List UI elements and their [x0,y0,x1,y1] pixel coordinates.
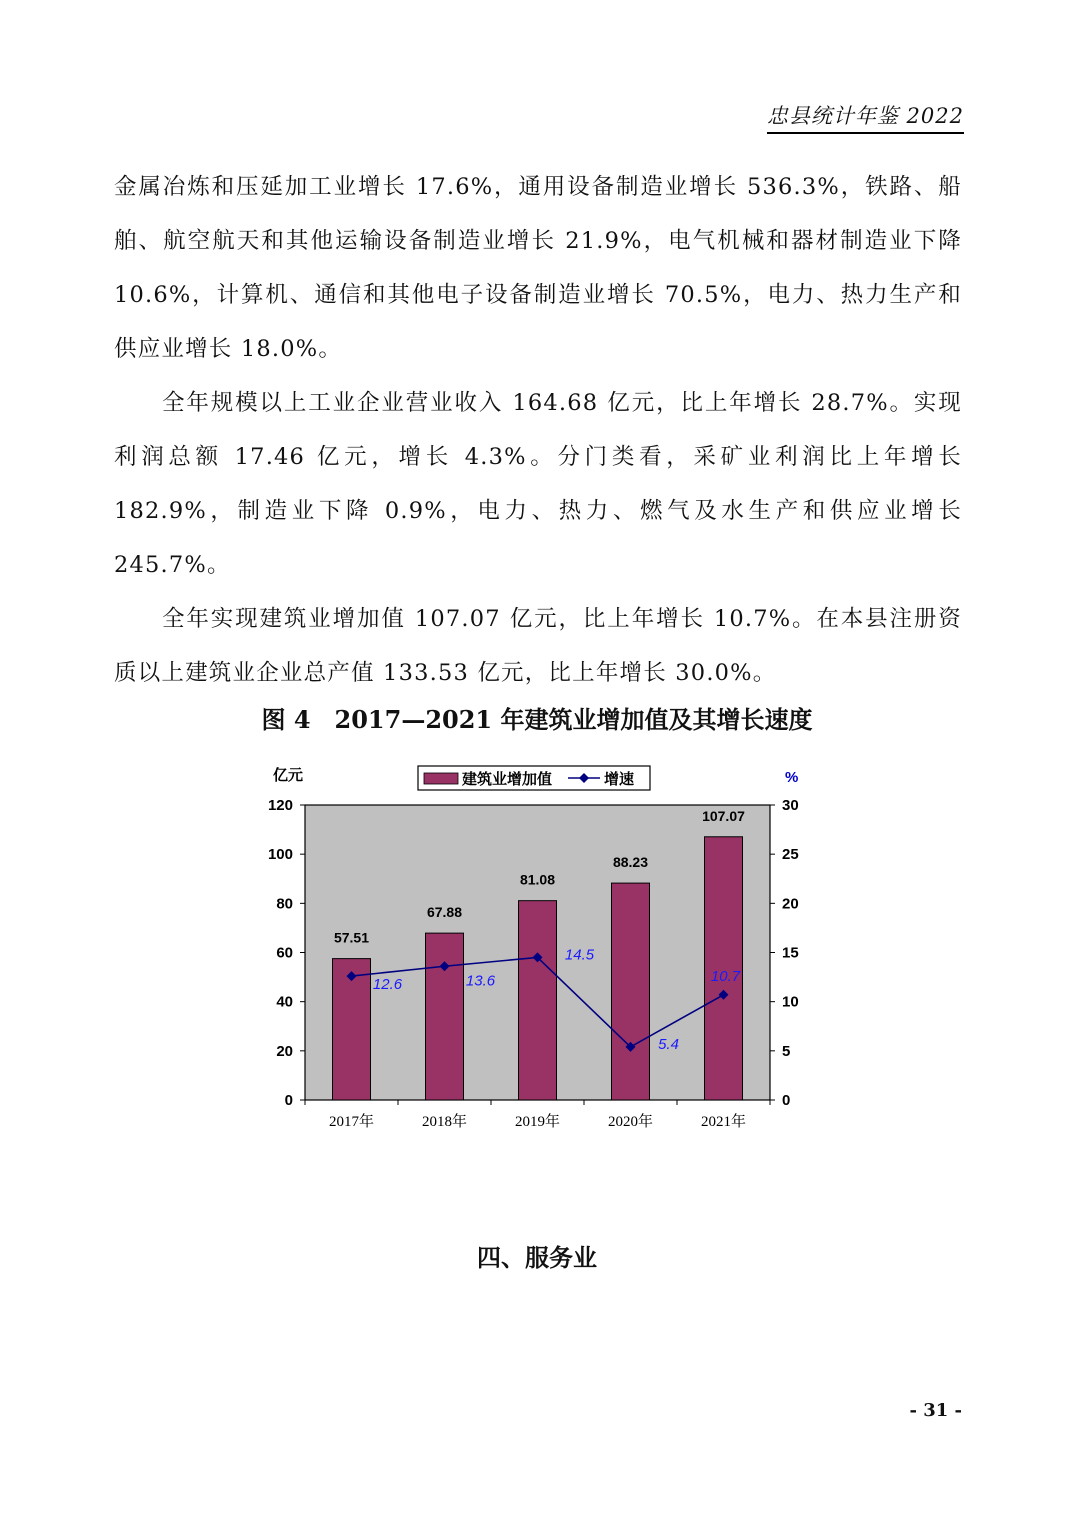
body-text [114,160,962,700]
left-tick-label: 60 [276,944,293,962]
bar [612,883,650,1100]
growth-value-label: 10.7 [710,967,741,985]
growth-value-label: 5.4 [658,1035,679,1053]
right-tick-label: 20 [782,895,799,913]
left-tick-label: 100 [267,846,293,864]
chart-title: 图 4 2017—2021 年建筑业增加值及其增长速度 [261,705,813,734]
bar-value-label: 81.08 [519,871,556,888]
bar-value-label: 107.07 [702,807,745,824]
right-tick-label: 0 [782,1092,791,1109]
y-right-unit-label: % [785,769,799,786]
x-tick-label: 2018年 [421,1114,468,1130]
yearbook-header: 忠县统计年鉴 2022 [767,100,964,134]
left-tick-label: 40 [276,993,293,1011]
right-tick-label: 10 [782,993,799,1011]
combo-chart [255,760,815,1140]
legend-bar-label: 建筑业增加值 [462,771,553,788]
growth-value-label: 12.6 [372,976,403,994]
left-tick-label: 120 [267,797,293,814]
x-tick-label: 2019年 [514,1114,561,1130]
growth-value-label: 13.6 [465,972,496,990]
bar [426,933,464,1100]
paragraph: 金属冶炼和压延加工业增长 17.6%，通用设备制造业增长 536.3%，铁路、船舶、航空航天和其他运输设备制造业增长 21.9%，电气机械和器材制造业下降 10.6%，计算机、通信和其他电子设备制造业增长 70.5%，电力、热力生产和供应业增长 18.0%。 [114,174,962,362]
left-tick-label: 20 [276,1042,293,1060]
legend-line-label: 增速 [604,771,635,788]
paragraph: 全年实现建筑业增加值 107.07 亿元，比上年增长 10.7%。在本县注册资质以上建筑业企业总产值 133.53 亿元，比上年增长 30.0%。 [114,606,962,686]
x-tick-label: 2017年 [328,1114,375,1130]
bar-value-label: 67.88 [426,904,463,921]
right-tick-label: 15 [782,944,799,962]
left-tick-label: 80 [276,895,293,913]
y-left-unit-label: 亿元 [273,767,304,784]
right-tick-label: 30 [782,797,799,814]
growth-value-label: 14.5 [564,946,595,964]
x-tick-label: 2021年 [700,1114,747,1130]
page-number: - 31 - [909,1400,962,1421]
bar [519,901,557,1100]
bar-value-label: 88.23 [612,854,649,871]
x-tick-label: 2020年 [607,1114,654,1130]
right-tick-label: 5 [782,1042,791,1060]
right-tick-label: 25 [782,846,799,864]
bar-value-label: 57.51 [333,929,370,946]
left-tick-label: 0 [284,1092,293,1109]
section-title: 四、服务业 [477,1244,597,1272]
legend-bar-swatch [424,773,458,784]
paragraph: 全年规模以上工业企业营业收入 164.68 亿元，比上年增长 28.7%。实现利润总额 17.46 亿元，增长 4.3%。分门类看，采矿业利润比上年增长 182.9%，制造业下降 0.9%，电力、热力、燃气及水生产和供应业增长 245.7%。 [114,390,962,578]
